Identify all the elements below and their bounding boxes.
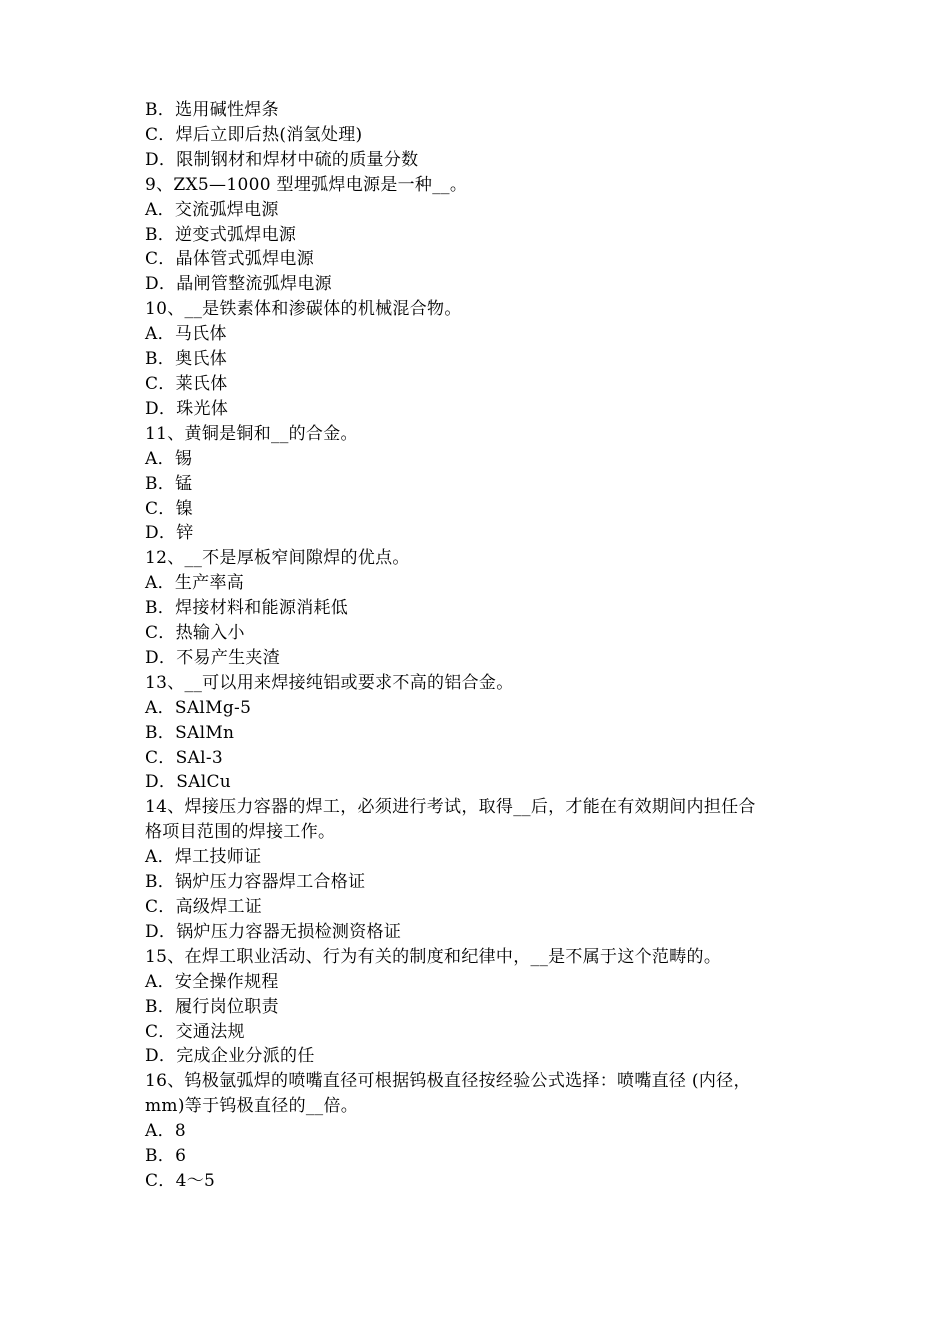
question-line: 14、焊接压力容器的焊工，必须进行考试，取得__后，才能在有效期间内担任合	[145, 797, 756, 818]
option-line: A．SAlMg-5	[145, 697, 252, 718]
option-line: B．6	[145, 1146, 187, 1167]
option-line: D．SAlCu	[145, 772, 232, 793]
option-line: B．逆变式弧焊电源	[145, 224, 297, 245]
option-line: A．生产率高	[145, 573, 245, 594]
option-line: C．热输入小	[145, 623, 245, 644]
option-line: C．4～5	[145, 1170, 216, 1191]
option-line: B．奥氏体	[145, 349, 227, 370]
question-line: 10、__是铁素体和渗碳体的机械混合物。	[145, 299, 462, 320]
option-line: B．锰	[145, 473, 193, 494]
option-line: C．高级焊工证	[145, 897, 263, 917]
option-line: A．马氏体	[145, 324, 227, 345]
option-line: C．焊后立即后热(消氢处理)	[145, 124, 363, 145]
option-line: B．焊接材料和能源消耗低	[145, 598, 349, 619]
option-line: C．晶体管式弧焊电源	[145, 249, 315, 270]
question-line: 11、黄铜是铜和__的合金。	[145, 423, 358, 444]
option-line: B．锅炉压力容器焊工合格证	[145, 872, 366, 893]
question-line-continued: 格项目范围的焊接工作。	[145, 822, 336, 843]
option-line: C．交通法规	[145, 1021, 245, 1042]
option-line: D．珠光体	[145, 398, 229, 419]
question-line: 9、ZX5—1000 型埋弧焊电源是一种__。	[145, 174, 468, 195]
question-line: 15、在焊工职业活动、行为有关的制度和纪律中，__是不属于这个范畴的。	[145, 946, 722, 967]
document-page	[145, 98, 825, 1194]
question-line: 16、钨极氩弧焊的喷嘴直径可根据钨极直径按经验公式选择：喷嘴直径 (内径，	[145, 1071, 751, 1092]
option-line: A．焊工技师证	[145, 847, 262, 868]
option-line: D．锅炉压力容器无损检测资格证	[145, 921, 402, 942]
option-line: B．选用碱性焊条	[145, 100, 279, 120]
option-line: D．晶闸管整流弧焊电源	[145, 274, 332, 295]
option-line: B．SAlMn	[145, 722, 235, 743]
option-line: C．莱氏体	[145, 373, 228, 394]
option-line: D．不易产生夹渣	[145, 647, 281, 668]
option-line: D．锌	[145, 523, 194, 544]
option-line: C．SAl-3	[145, 747, 224, 768]
option-line: C．镍	[145, 498, 193, 519]
option-line: D．完成企业分派的任	[145, 1046, 315, 1067]
option-line: A．8	[145, 1121, 186, 1142]
option-line: B．履行岗位职责	[145, 996, 279, 1017]
option-line: D．限制钢材和焊材中硫的质量分数	[145, 149, 419, 170]
option-line: A．安全操作规程	[145, 971, 279, 992]
question-line: 13、__可以用来焊接纯铝或要求不高的铝合金。	[145, 672, 514, 693]
question-line: 12、__不是厚板窄间隙焊的优点。	[145, 548, 410, 569]
question-line-continued: mm)等于钨极直径的__倍。	[145, 1096, 359, 1117]
option-line: A．交流弧焊电源	[145, 199, 279, 220]
option-line: A．锡	[145, 448, 193, 469]
